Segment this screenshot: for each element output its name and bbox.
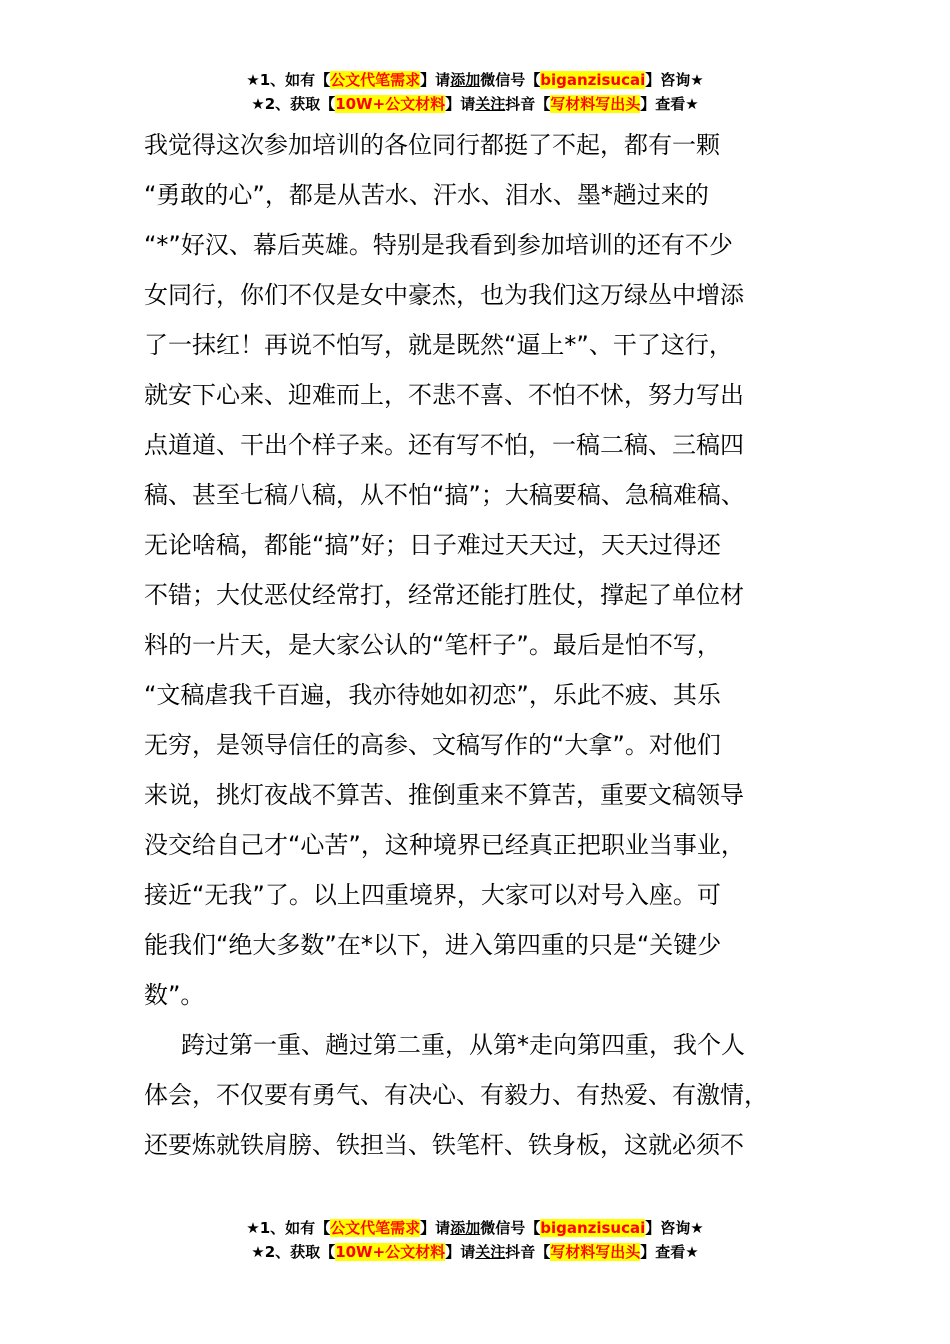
banner-text: 】请 — [445, 95, 476, 113]
highlight-wechat-id: biganzisucai — [540, 1219, 646, 1237]
highlight-service: 公文代笔需求 — [330, 71, 421, 89]
text-line: “勇敢的心”，都是从苦水、汗水、泪水、墨*趟过来的 — [144, 181, 709, 209]
text-line: 数”。 — [144, 981, 205, 1009]
highlight-service: 公文代笔需求 — [330, 1219, 421, 1237]
footer-banner-line-1 — [0, 1216, 950, 1240]
banner-text: 】咨询★ — [645, 71, 704, 89]
banner-text: ★2、获取【 — [251, 1243, 336, 1261]
text-line: “文稿虐我千百遍，我亦待她如初恋”，乐此不疲、其乐 — [144, 681, 721, 709]
text-line: 接近“无我”了。以上四重境界，大家可以对号入座。可 — [144, 881, 721, 909]
banner-text: 】请 — [420, 1219, 451, 1237]
text-line: 我觉得这次参加培训的各位同行都挺了不起，都有一颗 — [144, 131, 720, 159]
underline-follow: 关注 — [475, 1243, 506, 1261]
banner-text: 微信号【 — [480, 71, 541, 89]
highlight-douyin-id: 写材料写出头 — [550, 1243, 641, 1261]
text-line: 女同行，你们不仅是女中豪杰，也为我们这万绿丛中增添 — [144, 281, 744, 309]
banner-text: ★1、如有【 — [246, 71, 331, 89]
underline-follow: 关注 — [475, 95, 506, 113]
banner-text: 】请 — [445, 1243, 476, 1261]
text-line: 点道道、干出个样子来。还有写不怕，一稿二稿、三稿四 — [144, 431, 744, 459]
highlight-douyin-id: 写材料写出头 — [550, 95, 641, 113]
text-line: 了一抹红！再说不怕写，就是既然“逼上*”、干了这行， — [144, 331, 733, 359]
banner-text: 抖音【 — [505, 95, 551, 113]
text-line: “*”好汉、幕后英雄。特别是我看到参加培训的还有不少 — [144, 231, 733, 259]
text-line: 无穷，是领导信任的高参、文稿写作的“大拿”。对他们 — [144, 731, 721, 759]
text-line: 没交给自己才“心苦”，这种境界已经真正把职业当事业， — [144, 831, 745, 859]
paragraph-2 — [144, 1020, 810, 1170]
banner-text: ★1、如有【 — [246, 1219, 331, 1237]
underline-add: 添加 — [450, 71, 481, 89]
highlight-wechat-id: biganzisucai — [540, 71, 646, 89]
header-banner-line-2 — [0, 92, 950, 116]
highlight-materials: 10W+公文材料 — [335, 95, 446, 113]
text-line: 能我们“绝大多数”在*以下，进入第四重的只是“关键少 — [144, 931, 722, 959]
banner-text: 】请 — [420, 71, 451, 89]
text-line: 不错；大仗恶仗经常打，经常还能打胜仗，撑起了单位材 — [144, 581, 744, 609]
underline-add: 添加 — [450, 1219, 481, 1237]
text-line: 体会，不仅要有勇气、有决心、有毅力、有热爱、有激情， — [144, 1081, 768, 1109]
banner-text: 】查看★ — [640, 95, 699, 113]
banner-text: 】咨询★ — [645, 1219, 704, 1237]
header-banner-line-1 — [0, 68, 950, 92]
banner-text: 】查看★ — [640, 1243, 699, 1261]
text-line: 来说，挑灯夜战不算苦、推倒重来不算苦，重要文稿领导 — [144, 781, 744, 809]
text-line: 无论啥稿，都能“搞”好；日子难过天天过，天天过得还 — [144, 531, 721, 559]
text-line: 跨过第一重、趟过第二重，从第*走向第四重，我个人 — [181, 1031, 745, 1059]
footer-banner — [0, 1216, 950, 1264]
banner-text: ★2、获取【 — [251, 95, 336, 113]
header-banner — [0, 68, 950, 116]
footer-banner-line-2 — [0, 1240, 950, 1264]
text-line: 还要炼就铁肩膀、铁担当、铁笔杆、铁身板，这就必须不 — [144, 1131, 744, 1159]
text-line: 稿、甚至七稿八稿，从不怕“搞”；大稿要稿、急稿难稿、 — [144, 481, 745, 509]
text-line: 就安下心来、迎难而上，不悲不喜、不怕不怵，努力写出 — [144, 381, 744, 409]
banner-text: 抖音【 — [505, 1243, 551, 1261]
banner-text: 微信号【 — [480, 1219, 541, 1237]
highlight-materials: 10W+公文材料 — [335, 1243, 446, 1261]
document-body — [144, 120, 810, 1170]
paragraph-1 — [144, 120, 810, 1020]
text-line: 料的一片天，是大家公认的“笔杆子”。最后是怕不写， — [144, 631, 721, 659]
